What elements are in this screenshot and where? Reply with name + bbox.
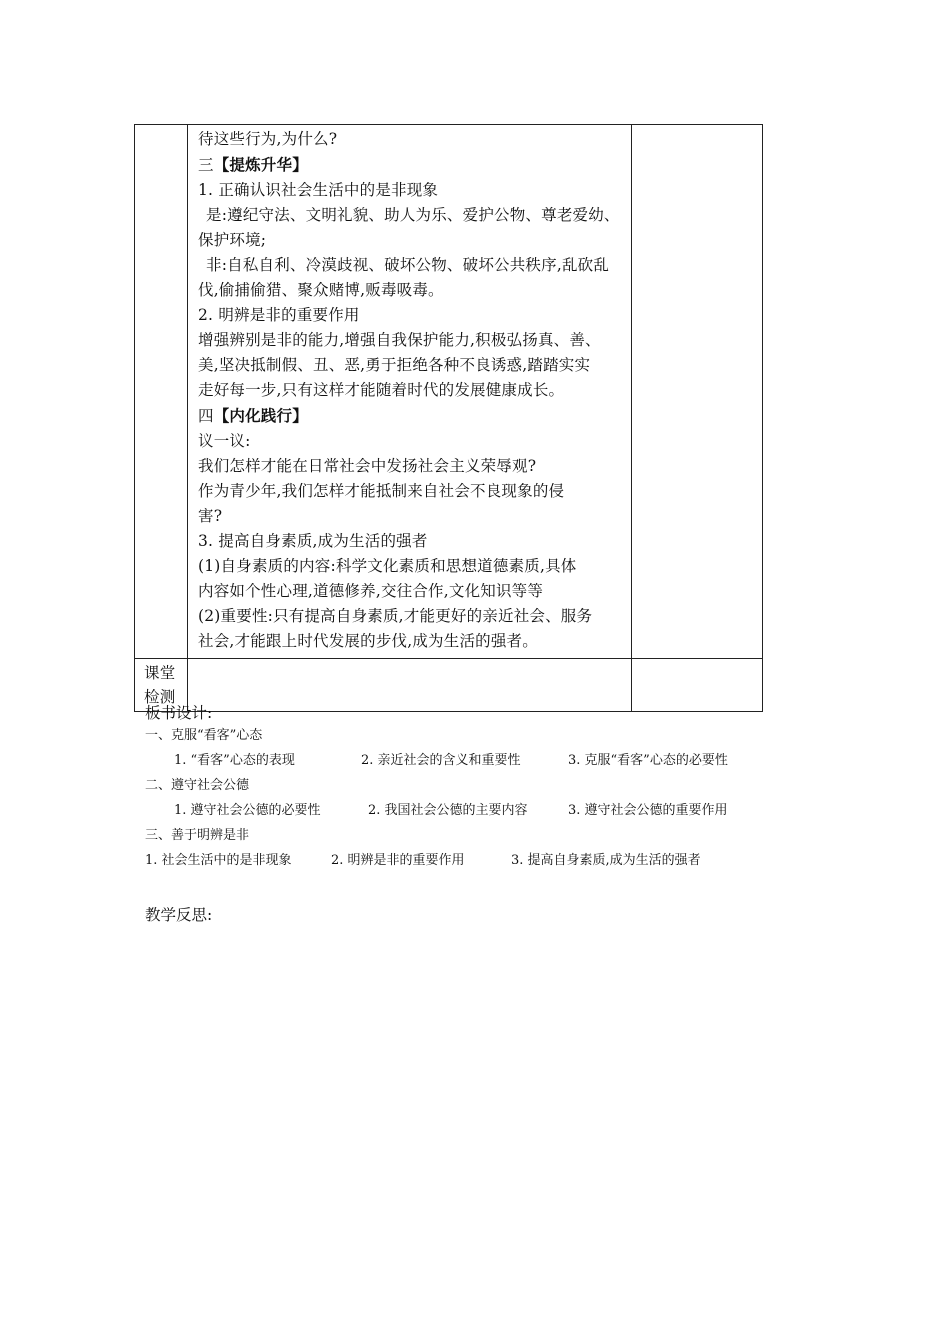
content-line: 害? [198,507,223,525]
left-empty-cell [135,125,188,659]
section-heading-3 [198,152,625,178]
check-right-cell [632,659,763,712]
content-line: 3. 提高自身素质,成为生活的强者 [198,532,428,550]
content-line: 伐,偷捕偷猎、聚众赌博,贩毒吸毒。 [198,281,444,299]
content-line: (1)自身素质的内容:科学文化素质和思想道德素质,具体 [198,557,577,575]
content-line: (2)重要性:只有提高自身素质,才能更好的亲近社会、服务 [198,607,593,625]
lesson-table [134,124,763,712]
section-title: 【提炼升华】 [213,155,308,174]
content-line: 保护环境; [198,231,267,249]
content-line: 是:遵纪守法、文明礼貌、助人为乐、爱护公物、尊老爱幼、 [206,206,620,224]
check-row [135,659,763,712]
content-cell [188,125,632,659]
board-section-2: 二、遵守社会公德 [145,778,250,793]
content-line: 作为青少年,我们怎样才能抵制来自社会不良现象的侵 [198,482,565,500]
content-line: 内容如个性心理,道德修养,交往合作,文化知识等等 [198,582,544,600]
check-label: 课堂 [144,664,176,682]
content-line: 待这些行为,为什么? [198,130,338,148]
board-item: 2. 明辨是非的重要作用 [331,853,465,868]
content-line: 1. 正确认识社会生活中的是非现象 [198,181,439,199]
board-item: 2. 亲近社会的含义和重要性 [361,753,521,768]
section-number: 三 [198,156,214,174]
content-line: 非:自私自利、冷漠歧视、破坏公物、破坏公共秩序,乱砍乱 [206,256,610,274]
board-section-3: 三、善于明辨是非 [145,828,250,843]
board-item: 2. 我国社会公德的主要内容 [368,803,528,818]
board-section-1: 一、克服“看客”心态 [145,728,263,743]
right-empty-cell [632,125,763,659]
board-item: 3. 克服“看客”心态的必要性 [568,753,728,768]
content-line: 2. 明辨是非的重要作用 [198,306,360,324]
content-line: 美,坚决抵制假、丑、恶,勇于拒绝各种不良诱惑,踏踏实实 [198,356,591,374]
board-item: 3. 提高自身素质,成为生活的强者 [511,853,701,868]
section-heading-4 [198,403,625,429]
content-line: 走好每一步,只有这样才能随着时代的发展健康成长。 [198,381,565,399]
teaching-reflection-title: 教学反思: [145,906,213,924]
content-line: 增强辨别是非的能力,增强自我保护能力,积极弘扬真、善、 [198,331,601,349]
board-item: 3. 遵守社会公德的重要作用 [568,803,728,818]
content-line: 议一议: [198,432,251,450]
section-title: 【内化践行】 [213,406,308,425]
board-item: 1. “看客”心态的表现 [174,753,295,768]
content-line: 我们怎样才能在日常社会中发扬社会主义荣辱观? [198,457,537,475]
content-line: 社会,才能跟上时代发展的步伐,成为生活的强者。 [198,632,538,650]
board-design-title: 板书设计: [145,704,213,722]
board-item: 1. 遵守社会公德的必要性 [174,803,321,818]
board-item: 1. 社会生活中的是非现象 [145,853,292,868]
check-content-cell [188,659,632,712]
content-row [135,125,763,659]
check-label: 检测 [144,688,176,706]
section-number: 四 [198,407,214,425]
